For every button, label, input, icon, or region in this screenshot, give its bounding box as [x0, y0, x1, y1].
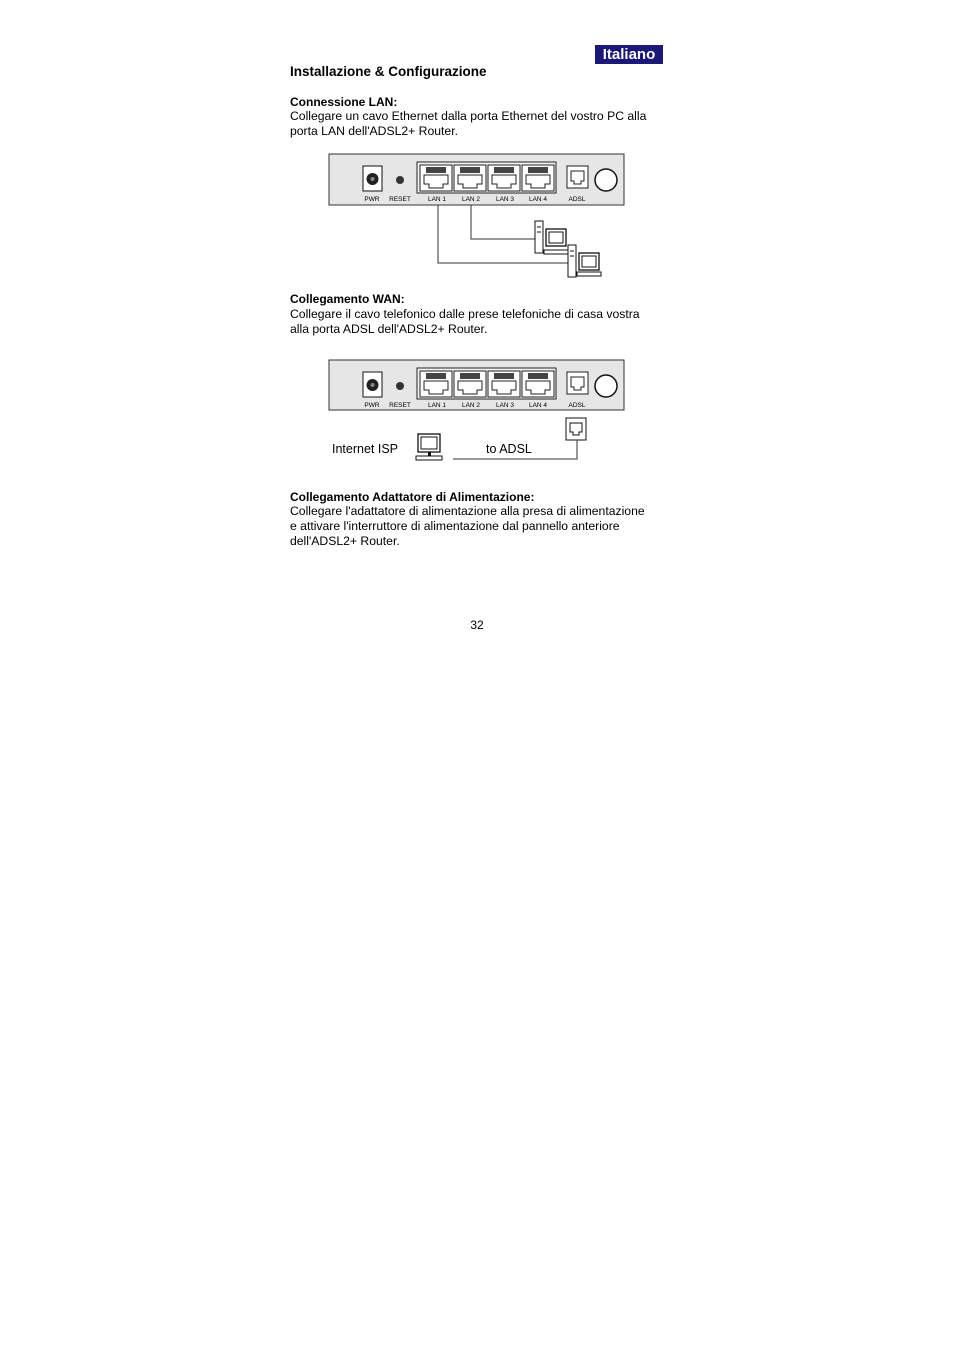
label-lan3: LAN 3: [495, 196, 515, 203]
label-lan3: LAN 3: [495, 402, 515, 409]
section-text-lan: [290, 109, 670, 139]
text-line: Collegare un cavo Ethernet dalla porta Ethernet del vostro PC alla: [290, 109, 647, 123]
page-title: Installazione & Configurazione: [290, 64, 487, 79]
text-line: Collegare il cavo telefonico dalle prese telefoniche di casa vostra: [290, 307, 640, 321]
label-lan2: LAN 2: [461, 196, 481, 203]
page-number: 32: [470, 618, 484, 632]
section-text-power: [290, 504, 680, 549]
text-line: alla porta ADSL dell'ADSL2+ Router.: [290, 322, 488, 336]
text-line: dell'ADSL2+ Router.: [290, 534, 400, 548]
internet-isp-label: Internet ISP: [332, 442, 399, 456]
adsl-port-icon: [567, 166, 588, 188]
section-heading-power: Collegamento Adattatore di Alimentazione:: [290, 490, 535, 504]
text-line: Collegare l'adattatore di alimentazione alla presa di alimentazione: [290, 504, 645, 518]
power-switch-icon: [595, 375, 617, 397]
label-reset: RESET: [389, 402, 411, 409]
power-switch-icon: [595, 169, 617, 191]
label-adsl: ADSL: [568, 402, 586, 409]
label-lan1: LAN 1: [427, 196, 447, 203]
reset-button-icon: [396, 382, 404, 390]
computer-icon: [535, 221, 568, 254]
label-pwr: PWR: [364, 402, 380, 409]
computer-icon: [568, 245, 601, 277]
cable-lan2: [471, 205, 535, 239]
section-heading-wan: Collegamento WAN:: [290, 292, 405, 306]
language-badge: Italiano: [595, 45, 663, 64]
label-lan1: LAN 1: [427, 402, 447, 409]
section-text-wan: [290, 307, 670, 337]
text-line: e attivare l'interruttore di alimentazione dal pannello anteriore: [290, 519, 620, 533]
text-line: porta LAN dell'ADSL2+ Router.: [290, 124, 458, 138]
label-pwr: PWR: [364, 196, 380, 203]
computer-icon: [416, 434, 442, 460]
label-lan4: LAN 4: [528, 196, 548, 203]
adsl-port-icon: [567, 372, 588, 394]
phone-jack-icon: [566, 418, 586, 440]
lan-connection-diagram: [328, 153, 628, 281]
label-reset: RESET: [389, 196, 411, 203]
label-lan4: LAN 4: [528, 402, 548, 409]
wan-connection-diagram: [328, 359, 628, 469]
label-adsl: ADSL: [568, 196, 586, 203]
reset-button-icon: [396, 176, 404, 184]
section-heading-lan: Connessione LAN:: [290, 95, 398, 109]
to-adsl-label: to ADSL: [486, 442, 532, 456]
label-lan2: LAN 2: [461, 402, 481, 409]
